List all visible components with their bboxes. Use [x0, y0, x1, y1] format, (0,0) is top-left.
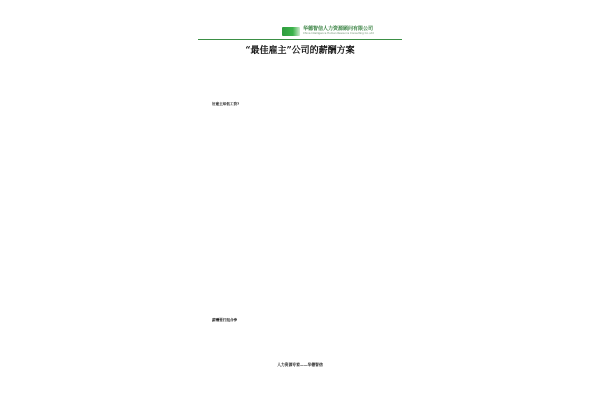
page-footer: 人力资源专家——华德智信 — [277, 362, 323, 367]
company-logo-icon — [282, 27, 300, 36]
section1-paragraph-3 — [212, 180, 388, 198]
company-name-en: China Intelligence Human Resource Consulting Co.,Ltd — [303, 31, 374, 35]
section2-paragraph-1 — [212, 332, 388, 356]
document-page — [198, 18, 402, 390]
document-title: “最佳雇主”公司的薪酬方案 — [245, 46, 355, 56]
section-heading-1: 好雇主却低工资? — [212, 102, 240, 106]
section1-paragraph-2 — [212, 138, 388, 176]
page-header — [282, 25, 398, 37]
company-name-cn: 华德智信人力资源顾问有限公司 — [303, 25, 374, 32]
section1-paragraph-5 — [212, 238, 388, 262]
section-heading-2: 薪酬要打组合拳 — [212, 318, 238, 322]
header-divider — [198, 39, 402, 40]
section1-paragraph-4 — [212, 204, 388, 234]
section1-paragraph-1 — [212, 116, 388, 134]
intro-paragraph — [212, 62, 388, 92]
company-name — [303, 27, 374, 36]
section1-paragraph-6 — [212, 266, 388, 296]
